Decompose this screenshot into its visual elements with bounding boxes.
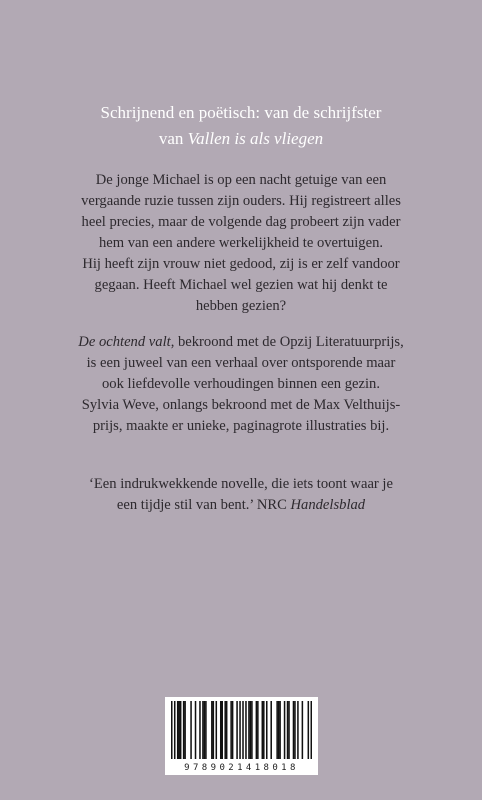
barcode-bar — [171, 701, 173, 759]
blurb-line: Hij heeft zijn vrouw niet gedood, zij is er zelf vandoor — [82, 256, 400, 272]
barcode-bar — [204, 701, 206, 759]
barcode-bar — [297, 701, 299, 759]
quote-line-2 — [0, 495, 482, 516]
award-line: prijs, maakte er unieke, paginagrote illustraties bij. — [92, 418, 390, 434]
tagline-line-1: Schrijnend en poëtisch: van de schrijfster — [100, 103, 382, 122]
barcode-bar — [276, 701, 278, 759]
barcode-bar — [262, 701, 264, 759]
barcode-bar — [278, 701, 280, 759]
award-line: Sylvia Weve, onlangs bekroond met de Max Velthuijs- — [81, 397, 401, 413]
blurb-line: heel precies, maar de volgende dag probeert zijn vader — [81, 214, 401, 230]
barcode-bar — [205, 701, 207, 759]
barcode-bar — [239, 701, 241, 759]
barcode-bar — [263, 701, 265, 759]
barcode-bar — [293, 701, 295, 759]
blurb-line: hebben gezien? — [195, 298, 287, 314]
blurb-line: De jonge Michael is op een nacht getuige van een — [95, 172, 387, 188]
barcode-bar — [242, 701, 244, 759]
barcode-bar — [224, 701, 226, 759]
barcode-bar — [308, 701, 310, 759]
barcode-bar — [190, 701, 192, 759]
review-quote — [0, 474, 482, 516]
barcode-bar — [248, 701, 250, 759]
tagline-line-2 — [0, 126, 482, 152]
barcode-bar — [251, 701, 253, 759]
quote-line-1: ‘Een indrukwekkende novelle, die iets toont waar je — [89, 476, 393, 492]
barcode-bar — [216, 701, 218, 759]
blurb-line: gegaan. Heeft Michael wel gezien wat hij denkt te — [94, 277, 388, 293]
barcode-bar — [221, 701, 223, 759]
barcode-bar — [174, 701, 176, 759]
isbn-barcode — [165, 697, 318, 775]
barcode-bar — [236, 701, 238, 759]
barcode-bar — [245, 701, 247, 759]
barcode-bars — [171, 701, 312, 759]
barcode-bar — [230, 701, 232, 759]
quote-source-name: Handelsblad — [290, 497, 366, 513]
barcode-bar — [284, 701, 286, 759]
barcode-bar — [180, 701, 182, 759]
barcode-bar — [256, 701, 258, 759]
quote-text-end: een tijdje stil van bent.’ — [116, 497, 257, 513]
quote-source-prefix: NRC — [256, 497, 291, 513]
award-first-line-rest: , bekroond met de Opzij Literatuurprijs, — [170, 334, 404, 350]
barcode-bar — [226, 701, 228, 759]
award-line: is een juweel van een verhaal over ontsporende maar — [86, 355, 396, 371]
barcode-bar — [250, 701, 252, 759]
barcode-bar — [288, 701, 290, 759]
blurb-paragraph — [0, 170, 482, 317]
barcode-bar — [202, 701, 204, 759]
tagline-prefix: van — [158, 129, 188, 148]
barcode-bar — [195, 701, 197, 759]
tagline — [0, 100, 482, 152]
barcode-bar — [279, 701, 281, 759]
barcode-bar — [183, 701, 185, 759]
barcode-bar — [257, 701, 259, 759]
blurb-line: vergaande ruzie tussen zijn ouders. Hij registreert alles — [81, 193, 401, 209]
barcode-bar — [294, 701, 296, 759]
award-line — [0, 332, 482, 353]
barcode-bar — [211, 701, 213, 759]
barcode-bar — [184, 701, 186, 759]
barcode-bar — [220, 701, 222, 759]
barcode-bar — [266, 701, 268, 759]
award-line: ook liefdevolle verhoudingen binnen een gezin. — [101, 376, 380, 392]
barcode-bar — [270, 701, 272, 759]
barcode-bar — [213, 701, 215, 759]
blurb-line: hem van een andere werkelijkheid te overtuigen. — [98, 235, 384, 251]
barcode-bar — [302, 701, 304, 759]
barcode-bar — [177, 701, 179, 759]
barcode-bar — [311, 701, 312, 759]
barcode-bar — [199, 701, 201, 759]
barcode-bar — [178, 701, 180, 759]
tagline-book-title: Vallen is als vliegen — [187, 129, 324, 148]
barcode-digits: 9789021418018 — [184, 763, 299, 773]
award-paragraph — [0, 332, 482, 437]
barcode-bar — [232, 701, 234, 759]
award-book-title: De ochtend valt — [78, 334, 171, 350]
barcode-bar — [287, 701, 289, 759]
